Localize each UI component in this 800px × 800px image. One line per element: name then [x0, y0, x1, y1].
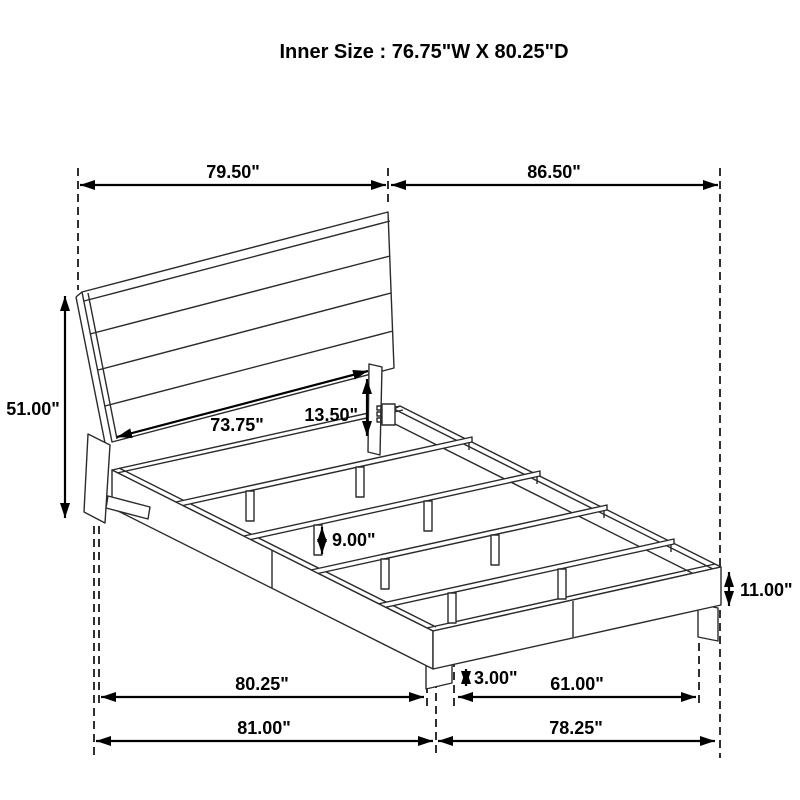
dim-slat-support-height: 9.00"	[332, 530, 376, 550]
dim-overall-width: 78.25"	[549, 718, 603, 738]
dim-foot-glide-height: 3.00"	[474, 668, 518, 688]
dim-headboard-panel-height: 13.50"	[304, 405, 358, 425]
dim-overall-length: 81.00"	[237, 718, 291, 738]
dim-headboard-inner-width: 73.75"	[210, 415, 264, 435]
dim-inner-length: 80.25"	[235, 674, 289, 694]
dim-headboard-height: 51.00"	[6, 399, 60, 419]
dim-bed-length-top: 86.50"	[527, 162, 581, 182]
dim-side-rail-height: 11.00"	[740, 580, 793, 600]
dim-headboard-width: 79.50"	[206, 162, 260, 182]
inner-size-title: Inner Size : 76.75"W X 80.25"D	[279, 41, 569, 63]
dim-footboard-inner-span: 61.00"	[550, 674, 604, 694]
headboard-left-leg	[84, 434, 110, 523]
